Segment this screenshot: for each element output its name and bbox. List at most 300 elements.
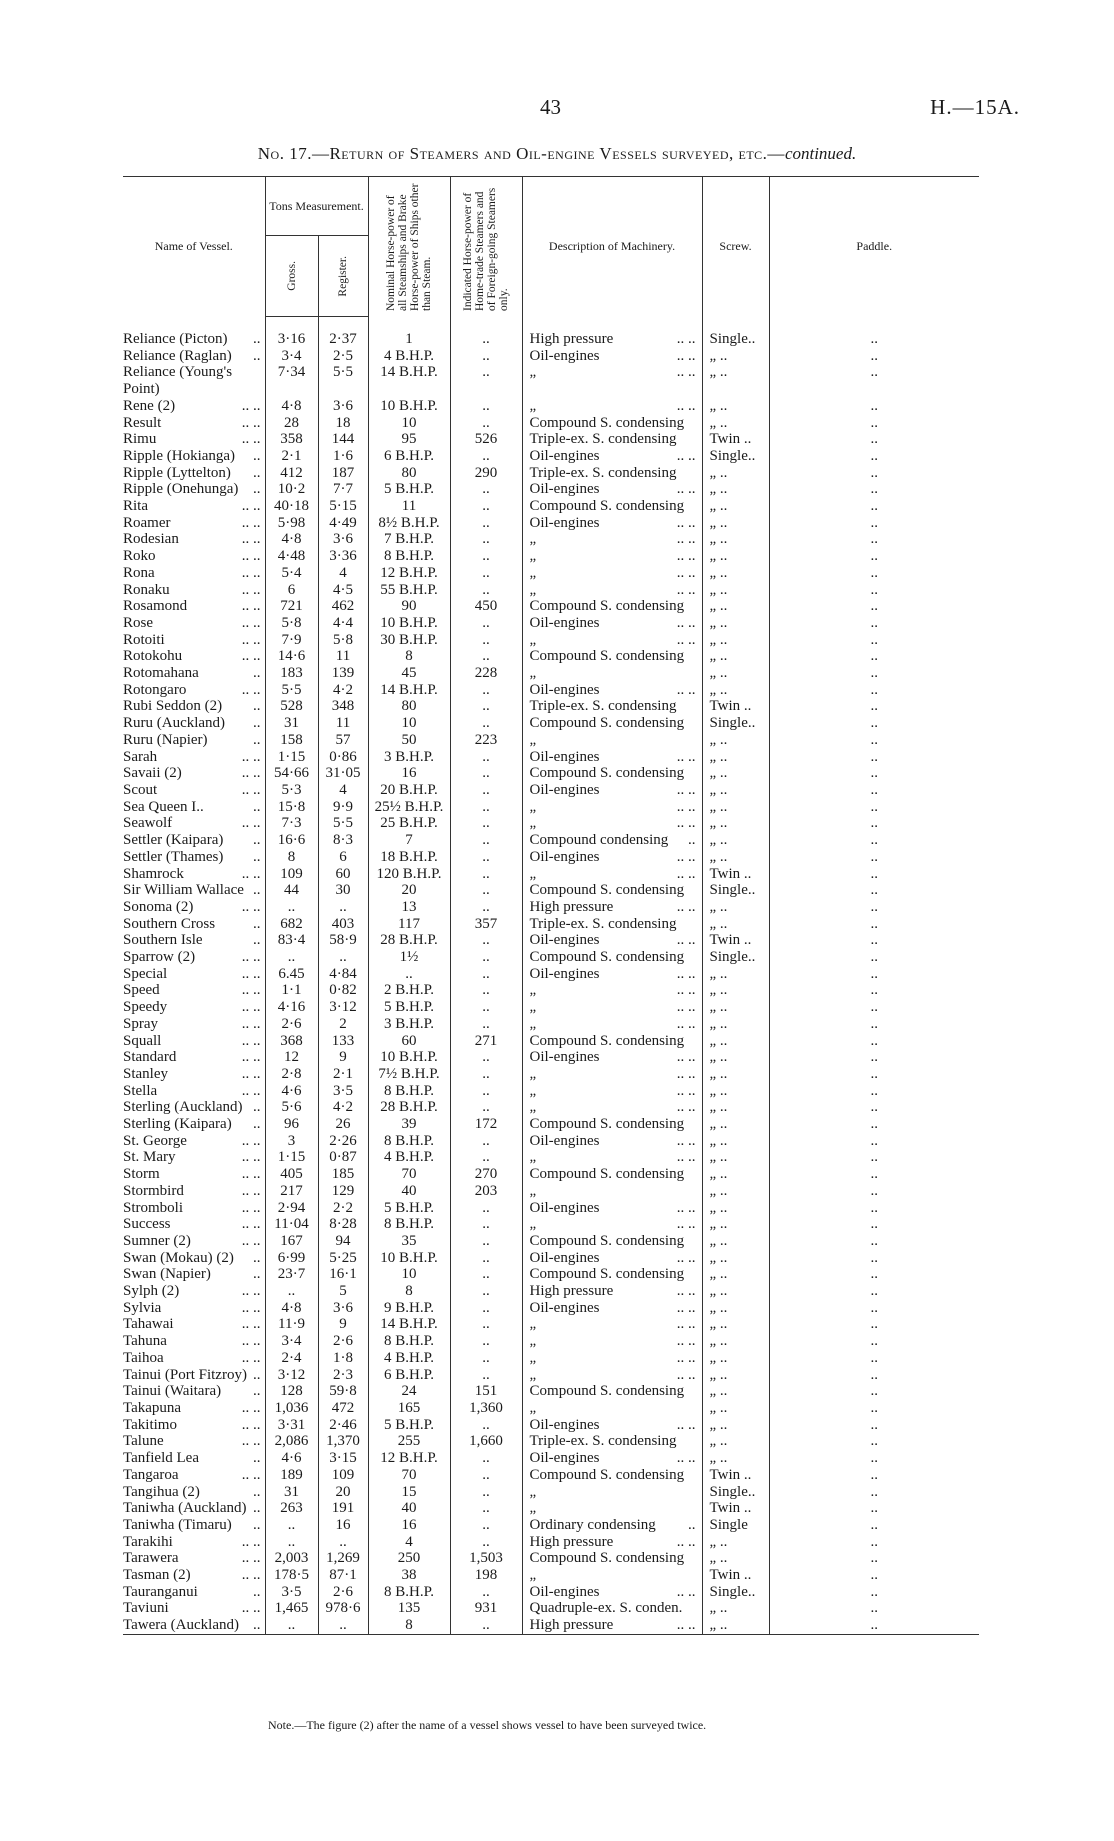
gross-tonnage-text: 15·8 <box>277 798 306 815</box>
vessel-name-text: Sparrow (2) <box>123 949 196 966</box>
screw-type-text: Single <box>709 1516 748 1533</box>
vessel-name-text: Success <box>123 1216 171 1233</box>
paddle-type <box>769 1149 979 1166</box>
paddle-type-text: .. <box>870 464 879 481</box>
indicated-horsepower-text: 270 <box>474 1166 498 1183</box>
table-row <box>123 815 979 832</box>
leader-dots: .. .. <box>241 1032 261 1049</box>
register-tonnage-text: 16 <box>335 1516 351 1533</box>
machinery-description <box>522 966 702 983</box>
vessel-name-text: Reliance (Picton) <box>123 331 228 347</box>
screw-type-text: „ .. <box>709 1617 728 1634</box>
vessel-name-text: Rotoiti <box>123 631 165 648</box>
register-tonnage-text: 11 <box>335 715 351 732</box>
leader-dots: .. .. <box>676 1082 696 1099</box>
table-row <box>123 481 979 498</box>
indicated-horsepower-text: .. <box>482 848 490 865</box>
paddle-type-text: .. <box>870 1149 879 1166</box>
table-row <box>123 1283 979 1300</box>
table-row <box>123 1266 979 1283</box>
screw-type-text: „ .. <box>709 531 728 548</box>
nominal-horsepower <box>368 1283 450 1300</box>
indicated-horsepower <box>450 1517 522 1534</box>
gross-tonnage <box>265 1099 318 1116</box>
vessel-name <box>123 498 265 515</box>
vessel-name <box>123 1233 265 1250</box>
indicated-horsepower-text: .. <box>482 1466 490 1483</box>
register-tonnage-text: 4·4 <box>333 614 353 631</box>
indicated-horsepower <box>450 799 522 816</box>
vessel-name <box>123 1049 265 1066</box>
register-tonnage <box>318 1534 368 1551</box>
paddle-type <box>769 749 979 766</box>
gross-tonnage-text: 31 <box>284 715 299 732</box>
nominal-horsepower <box>368 1066 450 1083</box>
leader-dots: .. .. <box>676 514 696 531</box>
gross-tonnage-text: 2·94 <box>277 1199 306 1216</box>
table-row <box>123 1049 979 1066</box>
paddle-type <box>769 1133 979 1150</box>
machinery-description-text: Oil-engines <box>529 514 600 531</box>
paddle-type <box>769 1066 979 1083</box>
leader-dots: .. .. <box>241 1416 261 1433</box>
screw-type <box>702 598 769 615</box>
gross-tonnage-text: 2·6 <box>281 1015 302 1032</box>
screw-type-text: „ .. <box>709 798 728 815</box>
screw-type-text: Twin .. <box>709 865 752 882</box>
machinery-description <box>522 749 702 766</box>
paddle-type <box>769 732 979 749</box>
machinery-description-text: „ <box>529 665 537 682</box>
vessel-name <box>123 398 265 415</box>
leader-dots: .. <box>253 665 261 682</box>
paddle-type <box>769 665 979 682</box>
vessel-name <box>123 1584 265 1601</box>
nominal-horsepower <box>368 1617 450 1634</box>
register-tonnage-text: 1,269 <box>326 1550 360 1567</box>
machinery-description <box>522 1166 702 1183</box>
gross-tonnage-text: 3·4 <box>281 347 302 364</box>
vessel-name-text: Rosamond <box>123 598 188 615</box>
machinery-description <box>522 481 702 498</box>
screw-type <box>702 415 769 432</box>
nominal-horsepower <box>368 1133 450 1150</box>
vessel-name-text: Southern Cross <box>123 915 216 932</box>
paddle-type <box>769 565 979 582</box>
nominal-horsepower-text: 4 B.H.P. <box>384 347 435 364</box>
vessel-name <box>123 598 265 615</box>
machinery-description <box>522 1200 702 1217</box>
register-tonnage-text: 3·12 <box>329 999 357 1016</box>
paddle-type-text: .. <box>870 1199 879 1216</box>
nominal-horsepower <box>368 1484 450 1501</box>
register-tonnage <box>318 1333 368 1350</box>
leader-dots: .. <box>253 1500 261 1517</box>
table-row <box>123 1233 979 1250</box>
indicated-horsepower-text: .. <box>482 414 490 431</box>
machinery-description-text: Triple-ex. S. condensing <box>529 464 677 481</box>
screw-type-text: „ .. <box>709 832 728 849</box>
register-tonnage-text: 8·28 <box>329 1216 357 1233</box>
nominal-horsepower-text: 12 B.H.P. <box>380 564 438 581</box>
nominal-horsepower-text: 40 <box>401 1500 417 1517</box>
nominal-horsepower-text: 10 <box>401 1266 417 1283</box>
indicated-horsepower <box>450 364 522 381</box>
indicated-horsepower <box>450 1617 522 1634</box>
indicated-horsepower <box>450 1567 522 1584</box>
nominal-horsepower-text: 8½ B.H.P. <box>378 514 440 531</box>
vessel-name-text: Talune <box>123 1433 164 1450</box>
machinery-description <box>522 665 702 682</box>
register-tonnage-text: 0·86 <box>329 748 357 765</box>
paddle-type <box>769 1016 979 1033</box>
register-tonnage-text: 8·3 <box>333 832 353 849</box>
indicated-horsepower-text: .. <box>482 1199 490 1216</box>
screw-type <box>702 732 769 749</box>
screw-type-text: Twin .. <box>709 932 752 949</box>
paddle-type <box>769 1584 979 1601</box>
leader-dots: .. .. <box>676 1283 696 1300</box>
vessel-name <box>123 331 265 348</box>
machinery-description <box>522 1149 702 1166</box>
register-tonnage-text: 26 <box>335 1116 351 1133</box>
indicated-horsepower <box>450 849 522 866</box>
table-row <box>123 398 979 415</box>
vessel-name-text: Tangihua (2) <box>123 1483 200 1500</box>
leader-dots: .. .. <box>676 1583 696 1600</box>
vessel-name-text: Southern Isle <box>123 932 203 949</box>
vessel-name <box>123 1016 265 1033</box>
nominal-horsepower-text: 2 B.H.P. <box>384 982 435 999</box>
vessel-name <box>123 1133 265 1150</box>
register-tonnage-text: 129 <box>331 1182 355 1199</box>
col-header-register-text: Register. <box>337 255 349 297</box>
screw-type <box>702 799 769 816</box>
paddle-type-text: .. <box>870 1550 879 1567</box>
leader-dots: .. .. <box>241 1199 261 1216</box>
machinery-description <box>522 1500 702 1517</box>
vessel-name-text: Shamrock <box>123 865 184 882</box>
leader-dots: .. .. <box>241 1015 261 1032</box>
leader-dots: .. .. <box>241 1065 261 1082</box>
gross-tonnage <box>265 732 318 749</box>
leader-dots: .. .. <box>241 1400 261 1416</box>
gross-tonnage-text: 183 <box>280 665 303 682</box>
indicated-horsepower-text: .. <box>482 481 490 498</box>
indicated-horsepower <box>450 632 522 649</box>
register-tonnage <box>318 531 368 548</box>
gross-tonnage <box>265 1400 318 1417</box>
register-tonnage <box>318 515 368 532</box>
nominal-horsepower <box>368 331 450 348</box>
vessel-name <box>123 1316 265 1333</box>
leader-dots: .. .. <box>241 1166 261 1183</box>
machinery-description-text: Oil-engines <box>529 932 600 949</box>
nominal-horsepower-text: 80 <box>401 464 417 481</box>
paddle-type <box>769 415 979 432</box>
gross-tonnage-text: 83·4 <box>277 932 306 949</box>
machinery-description-text: Oil-engines <box>529 848 600 865</box>
table-row <box>123 415 979 432</box>
register-tonnage-text: 1,370 <box>326 1433 360 1450</box>
screw-type <box>702 682 769 699</box>
register-tonnage-text: 11 <box>335 648 351 665</box>
nominal-horsepower <box>368 515 450 532</box>
register-tonnage <box>318 1166 368 1183</box>
vessel-name <box>123 1099 265 1116</box>
gross-tonnage <box>265 1166 318 1183</box>
vessel-name <box>123 849 265 866</box>
indicated-horsepower <box>450 582 522 599</box>
indicated-horsepower-text: .. <box>482 1099 490 1116</box>
screw-type <box>702 531 769 548</box>
nominal-horsepower-text: 8 B.H.P. <box>384 1132 435 1149</box>
indicated-horsepower <box>450 1016 522 1033</box>
leader-dots: .. .. <box>241 781 261 798</box>
paddle-type <box>769 765 979 782</box>
machinery-description <box>522 899 702 916</box>
register-tonnage <box>318 1133 368 1150</box>
nominal-horsepower-text: 8 B.H.P. <box>384 1333 435 1350</box>
machinery-description-text: „ <box>529 1316 537 1333</box>
screw-type-text: „ .. <box>709 1116 728 1133</box>
screw-type-text: „ .. <box>709 1232 728 1249</box>
vessel-name-text: Ripple (Onehunga) <box>123 481 239 498</box>
register-tonnage <box>318 665 368 682</box>
paddle-type-text: .. <box>870 481 879 498</box>
indicated-horsepower <box>450 1433 522 1450</box>
nominal-horsepower <box>368 916 450 933</box>
table-row <box>123 515 979 532</box>
gross-tonnage <box>265 1600 318 1617</box>
paddle-type-text: .. <box>870 1249 879 1266</box>
screw-type-text: „ .. <box>709 815 728 832</box>
indicated-horsepower <box>450 1600 522 1617</box>
vessel-name-text: Squall <box>123 1032 162 1049</box>
machinery-description-text: Triple-ex. S. condensing <box>529 1433 677 1450</box>
vessel-name <box>123 381 265 398</box>
register-tonnage <box>318 1266 368 1283</box>
paddle-type-text: .. <box>870 347 879 364</box>
gross-tonnage-text: 189 <box>280 1466 303 1483</box>
machinery-description <box>522 1033 702 1050</box>
machinery-description <box>522 548 702 565</box>
paddle-type-text: .. <box>870 631 879 648</box>
screw-type-text: „ .. <box>709 364 728 381</box>
indicated-horsepower-text: .. <box>482 781 490 798</box>
register-tonnage <box>318 1099 368 1116</box>
leader-dots: .. .. <box>241 498 261 515</box>
machinery-description-text: Compound S. condensing <box>529 1032 685 1049</box>
register-tonnage <box>318 548 368 565</box>
nominal-horsepower <box>368 1016 450 1033</box>
paddle-type-text: .. <box>870 999 879 1016</box>
register-tonnage <box>318 1283 368 1300</box>
gross-tonnage-text: 158 <box>280 731 303 748</box>
indicated-horsepower <box>450 431 522 448</box>
machinery-description-text: Oil-engines <box>529 481 600 498</box>
paddle-type <box>769 1617 979 1634</box>
indicated-horsepower <box>450 331 522 348</box>
screw-type-text: „ .. <box>709 1283 728 1300</box>
paddle-type-text: .. <box>870 798 879 815</box>
gross-tonnage <box>265 1333 318 1350</box>
register-tonnage-text: 139 <box>331 665 355 682</box>
indicated-horsepower-text: 526 <box>474 431 498 448</box>
machinery-description-text: „ <box>529 397 537 414</box>
nominal-horsepower-text: 6 B.H.P. <box>384 1366 435 1383</box>
nominal-horsepower-text: 30 B.H.P. <box>380 631 438 648</box>
register-tonnage-text: 4·2 <box>333 1099 353 1116</box>
paddle-type-text: .. <box>870 1500 879 1517</box>
nominal-horsepower <box>368 1250 450 1267</box>
nominal-horsepower-text: 3 B.H.P. <box>384 748 435 765</box>
register-tonnage-text: 5 <box>339 1283 347 1300</box>
gross-tonnage-text: 178·5 <box>274 1567 309 1584</box>
table-row <box>123 1016 979 1033</box>
vessel-name <box>123 749 265 766</box>
vessel-name-text: Rene (2) <box>123 397 176 414</box>
gross-tonnage-text: 23·7 <box>277 1266 306 1283</box>
leader-dots: .. .. <box>676 1349 696 1366</box>
paddle-type <box>769 932 979 949</box>
gross-tonnage-text: 96 <box>284 1116 299 1133</box>
register-tonnage <box>318 682 368 699</box>
vessel-name <box>123 1383 265 1400</box>
paddle-type-text: .. <box>870 715 879 732</box>
register-tonnage <box>318 1433 368 1450</box>
machinery-description <box>522 882 702 899</box>
register-tonnage <box>318 866 368 883</box>
screw-type <box>702 1484 769 1501</box>
gross-tonnage-text: 682 <box>280 915 303 932</box>
screw-type-text: „ .. <box>709 982 728 999</box>
paddle-type-text: .. <box>870 848 879 865</box>
machinery-description <box>522 1517 702 1534</box>
indicated-horsepower <box>450 465 522 482</box>
screw-type <box>702 1183 769 1200</box>
gross-tonnage-text: 6·99 <box>277 1249 306 1266</box>
nominal-horsepower <box>368 1099 450 1116</box>
table-row <box>123 565 979 582</box>
screw-type <box>702 698 769 715</box>
gross-tonnage <box>265 1033 318 1050</box>
nominal-horsepower-text: 165 <box>397 1400 421 1416</box>
screw-type <box>702 615 769 632</box>
nominal-horsepower-text: 16 <box>401 765 417 782</box>
indicated-horsepower-text: .. <box>482 514 490 531</box>
register-tonnage-text: .. <box>339 1533 347 1550</box>
register-tonnage <box>318 1016 368 1033</box>
nominal-horsepower-text: 7½ B.H.P. <box>378 1065 440 1082</box>
machinery-description <box>522 1300 702 1317</box>
screw-type-text: „ .. <box>709 999 728 1016</box>
leader-dots: .. .. <box>676 1416 696 1433</box>
machinery-description-text: „ <box>529 1182 537 1199</box>
vessel-name <box>123 1500 265 1517</box>
paddle-type <box>769 899 979 916</box>
vessel-name <box>123 665 265 682</box>
register-tonnage-text: .. <box>339 949 347 966</box>
vessel-name <box>123 1083 265 1100</box>
screw-type-text: „ .. <box>709 1099 728 1116</box>
gross-tonnage-text: 1,036 <box>274 1400 309 1416</box>
table-row <box>123 698 979 715</box>
indicated-horsepower-text: .. <box>482 865 490 882</box>
leader-dots: .. .. <box>241 1299 261 1316</box>
leader-dots: .. .. <box>241 1283 261 1300</box>
paddle-type <box>769 381 979 398</box>
indicated-horsepower <box>450 1266 522 1283</box>
paddle-type-text: .. <box>870 1516 879 1533</box>
gross-tonnage <box>265 1250 318 1267</box>
indicated-horsepower <box>450 1083 522 1100</box>
leader-dots: .. .. <box>676 999 696 1016</box>
paddle-type <box>769 1033 979 1050</box>
machinery-description-text: Triple-ex. S. condensing <box>529 698 677 715</box>
vessel-name-text: Roko <box>123 548 156 565</box>
screw-type-text: „ .. <box>709 965 728 982</box>
register-tonnage-text: 4·49 <box>329 514 357 531</box>
nominal-horsepower-text: 60 <box>401 1032 417 1049</box>
machinery-description-text: Oil-engines <box>529 681 600 698</box>
register-tonnage-text: 187 <box>331 464 355 481</box>
indicated-horsepower <box>450 1066 522 1083</box>
gross-tonnage <box>265 515 318 532</box>
machinery-description-text: Oil-engines <box>529 781 600 798</box>
register-tonnage-text: 20 <box>335 1483 351 1500</box>
vessel-name <box>123 999 265 1016</box>
indicated-horsepower-text: .. <box>482 1049 490 1066</box>
paddle-type <box>769 1500 979 1517</box>
gross-tonnage-text: 5·3 <box>281 781 302 798</box>
leader-dots: .. .. <box>676 982 696 999</box>
register-tonnage-text: 2·6 <box>333 1333 353 1350</box>
machinery-description <box>522 1400 702 1417</box>
paddle-type-text: .. <box>870 364 879 381</box>
gross-tonnage-text: 1·15 <box>277 1149 306 1166</box>
screw-type <box>702 1316 769 1333</box>
nominal-horsepower <box>368 899 450 916</box>
nominal-horsepower <box>368 565 450 582</box>
screw-type <box>702 1367 769 1384</box>
leader-dots: .. .. <box>241 1316 261 1333</box>
screw-type-text: Single.. <box>709 715 756 732</box>
vessel-name-text: Settler (Kaipara) <box>123 832 224 849</box>
nominal-horsepower-text: 117 <box>398 915 420 932</box>
register-tonnage <box>318 782 368 799</box>
indicated-horsepower <box>450 481 522 498</box>
leader-dots: .. .. <box>676 681 696 698</box>
screw-type-text: „ .. <box>709 631 728 648</box>
register-tonnage <box>318 481 368 498</box>
leader-dots: .. .. <box>241 898 261 915</box>
indicated-horsepower-text: .. <box>482 1132 490 1149</box>
screw-type-text: „ .. <box>709 1199 728 1216</box>
leader-dots: .. <box>253 1366 261 1383</box>
indicated-horsepower-text: .. <box>482 1149 490 1166</box>
screw-type <box>702 1383 769 1400</box>
vessels-table <box>123 176 979 1635</box>
vessel-name-text: Scout <box>123 781 158 798</box>
vessel-name <box>123 732 265 749</box>
indicated-horsepower <box>450 1383 522 1400</box>
machinery-description-text: „ <box>529 1567 537 1584</box>
nominal-horsepower <box>368 1584 450 1601</box>
screw-type <box>702 1300 769 1317</box>
gross-tonnage <box>265 932 318 949</box>
register-tonnage-text: 2·1 <box>333 1065 353 1082</box>
